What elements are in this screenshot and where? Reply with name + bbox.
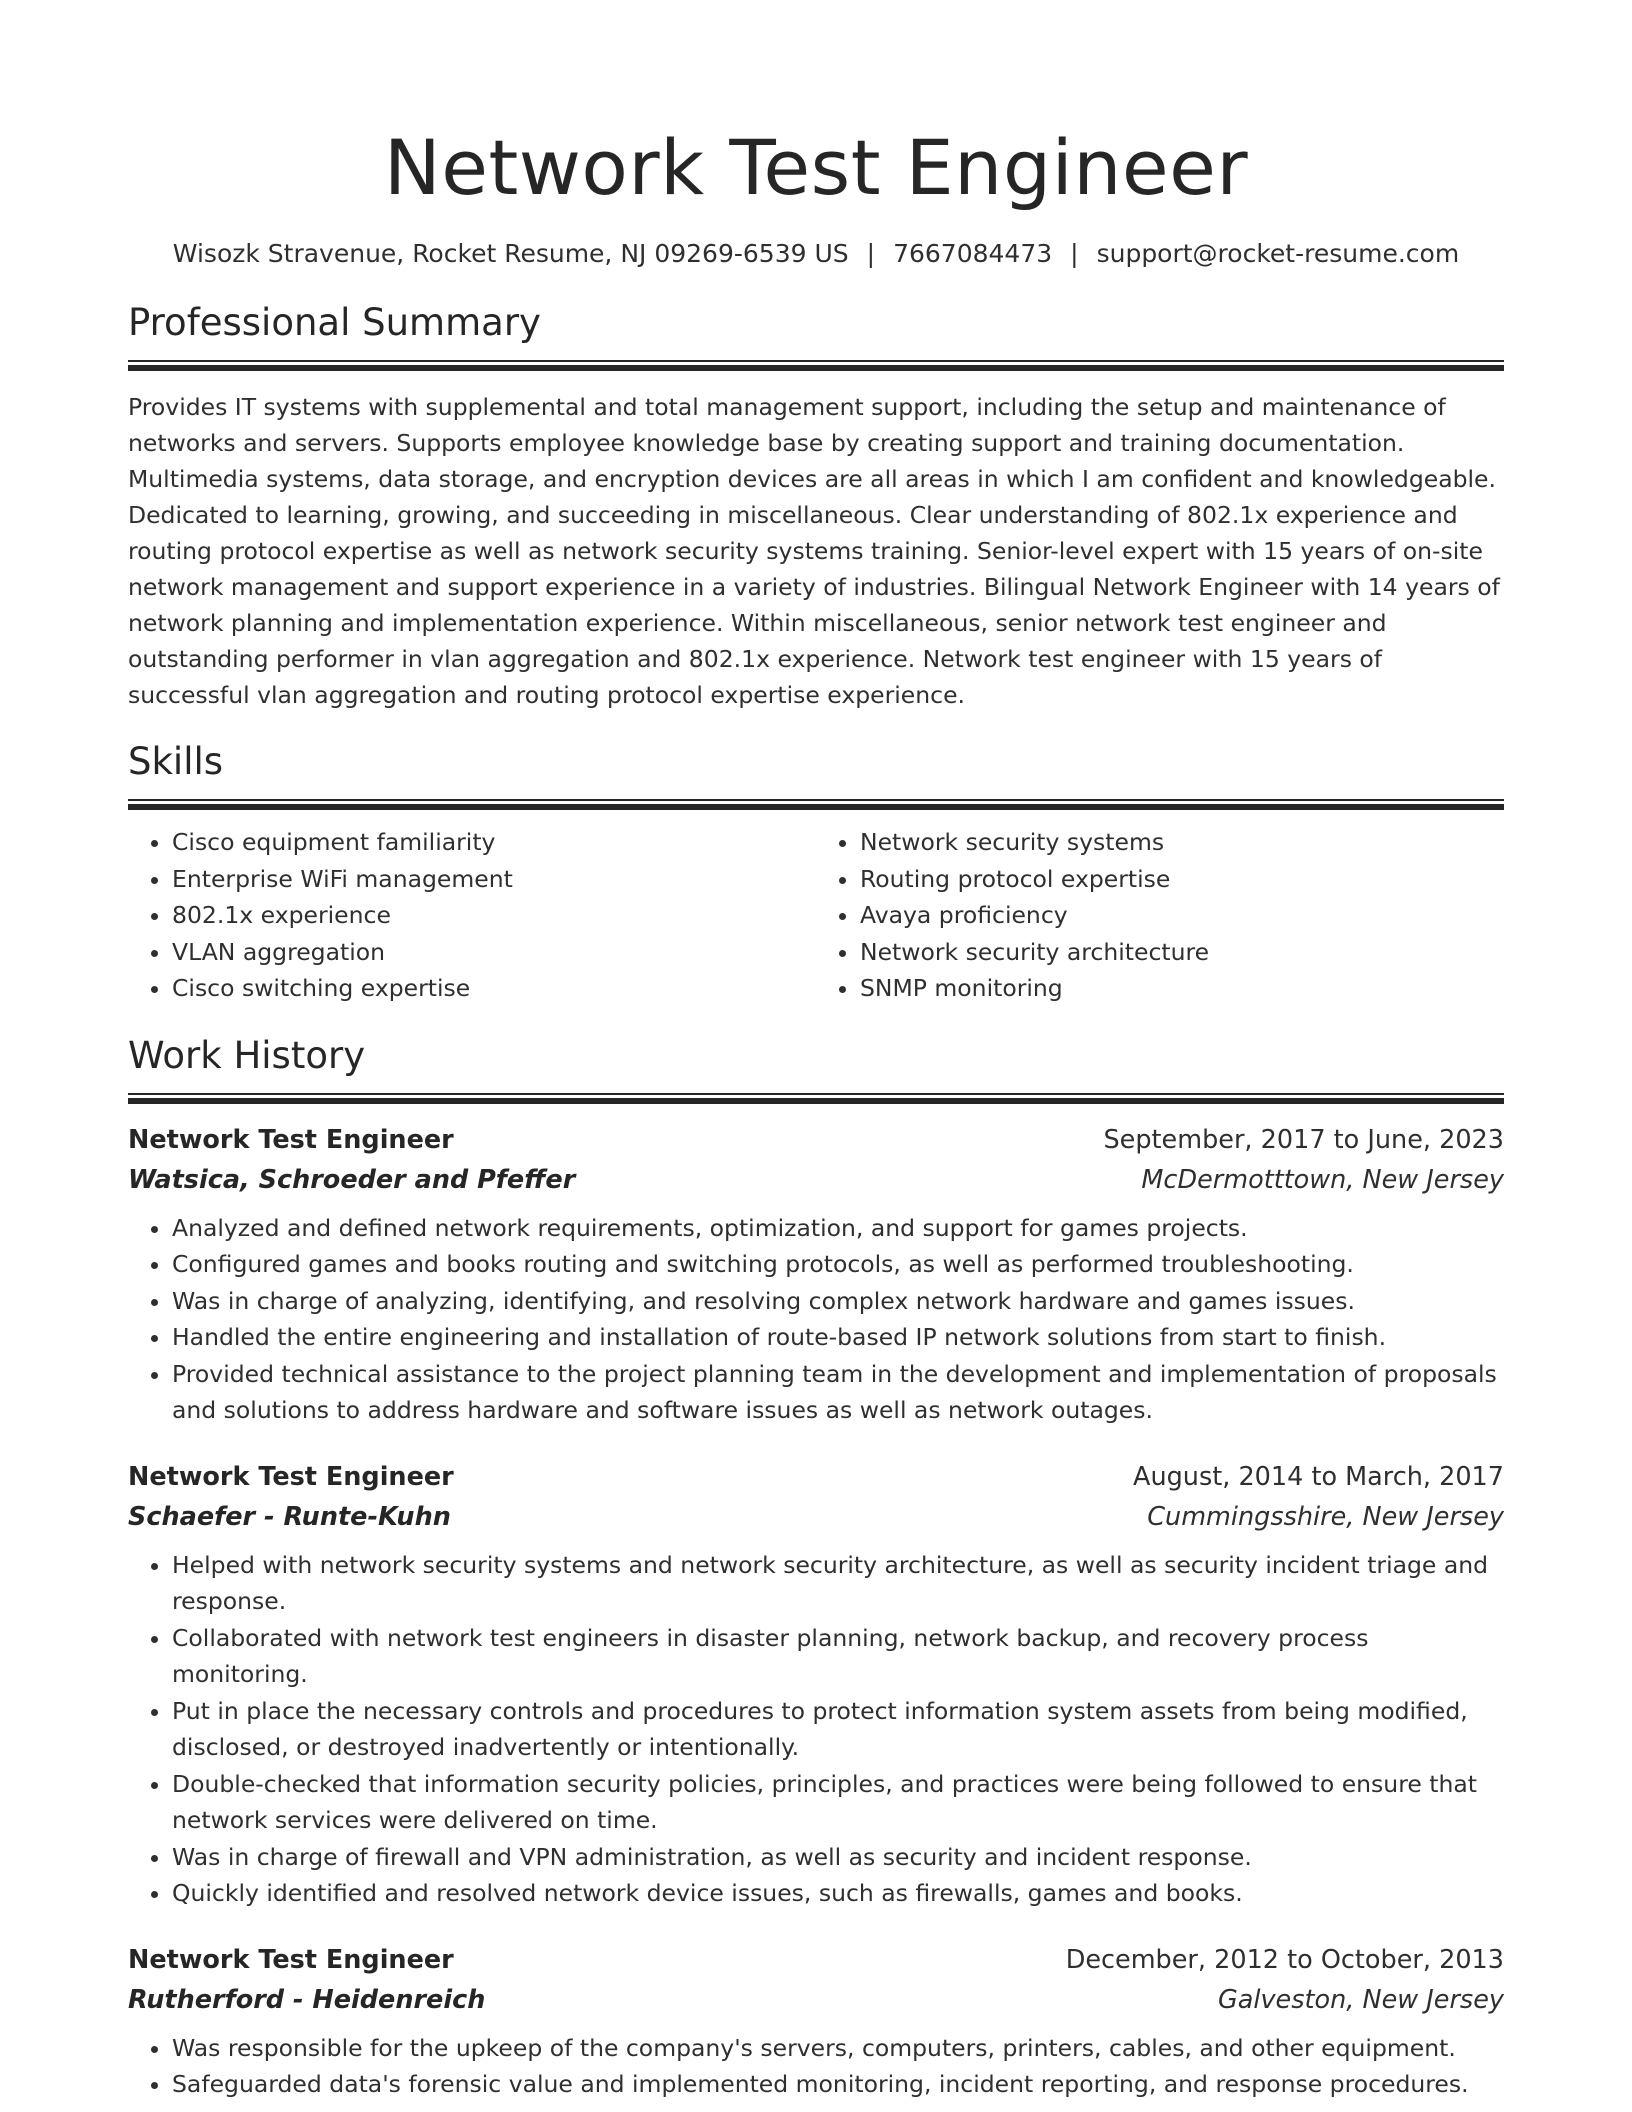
job-bullet: • Put in place the necessary controls and procedures to protect information system assets from being modified, disclosed, or destroyed inadvertently or intentionally.: [172, 1693, 1504, 1766]
skills-heading: Skills: [128, 740, 224, 783]
job-dates: December, 2012 to October, 2013: [1065, 1944, 1504, 1975]
job-location: Galveston, New Jersey: [1218, 1984, 1504, 2015]
job-entry: [128, 1940, 1504, 2103]
work-history-heading: Work History: [128, 1033, 366, 1077]
contact-address: Wisozk Stravenue, Rocket Resume, NJ 09269-6539 US: [172, 239, 849, 268]
job-bullets: [128, 1547, 1504, 1912]
skill-item: • Cisco switching expertise: [172, 970, 816, 1007]
skill-item: • Enterprise WiFi management: [172, 861, 816, 898]
summary-section: [128, 300, 1504, 713]
job-header: [128, 1120, 1504, 1160]
job-header: [128, 1940, 1504, 1980]
job-dates: September, 2017 to June, 2023: [1103, 1124, 1504, 1155]
summary-text: Provides IT systems with supplemental and total management support, including the setup and maintenance of networks and servers. Supports employee knowledge base by creating support and training documentation. Multimedia systems, data storage, and encryption devices are all areas in which I am confident and knowledgeable. Dedicated to learning, growing, and succeeding in miscellaneous. Clear understanding of 802.1x experience and routing protocol expertise as well as network security systems training. Senior-level expert with 15 years of on-site network management and support experience in a variety of industries. Bilingual Network Engineer with 14 years of network planning and implementation experience. Within miscellaneous, senior network test engineer and outstanding performer in vlan aggregation and 802.1x experience. Network test engineer with 15 years of successful vlan aggregation and routing protocol expertise experience.: [128, 393, 1500, 709]
section-divider: [128, 360, 1504, 371]
contact-email: support@rocket-resume.com: [1096, 239, 1460, 268]
job-location: McDermotttown, New Jersey: [1141, 1164, 1504, 1195]
contact-phone: 7667084473: [893, 239, 1053, 268]
skill-item: • Routing protocol expertise: [860, 861, 1504, 898]
job-bullets: [128, 2030, 1504, 2103]
job-title: Network Test Engineer: [128, 1461, 454, 1492]
summary-heading: Professional Summary: [128, 301, 541, 344]
job-subheader: [128, 1980, 1504, 2020]
skill-item: • SNMP monitoring: [860, 970, 1504, 1007]
job-dates: August, 2014 to March, 2017: [1133, 1461, 1504, 1492]
job-bullet: • Was in charge of firewall and VPN administration, as well as security and incident response.: [172, 1839, 1504, 1876]
contact-separator: |: [1070, 239, 1079, 268]
job-bullet: • Provided technical assistance to the project planning team in the development and implementation of proposals and solutions to address hardware and software issues as well as network outages.: [172, 1356, 1504, 1429]
job-company: Schaefer - Runte-Kuhn: [128, 1501, 451, 1532]
skill-item: • Cisco equipment familiarity: [172, 824, 816, 861]
job-entry: [128, 1120, 1504, 1429]
job-company: Watsica, Schroeder and Pfeffer: [128, 1164, 576, 1195]
job-bullet: • Collaborated with network test engineers in disaster planning, network backup, and recovery process monitoring.: [172, 1620, 1504, 1693]
skill-item: • Network security systems: [860, 824, 1504, 861]
section-divider: [128, 799, 1504, 810]
skill-item: • VLAN aggregation: [172, 934, 816, 971]
skills-list-right: [816, 824, 1504, 1007]
job-bullet: • Safeguarded data's forensic value and implemented monitoring, incident reporting, and response procedures.: [172, 2066, 1504, 2103]
section-divider: [128, 1093, 1504, 1104]
skill-item: • Network security architecture: [860, 934, 1504, 971]
resume-name: Network Test Engineer: [383, 123, 1249, 212]
job-bullet: • Configured games and books routing and switching protocols, as well as performed troubleshooting.: [172, 1246, 1504, 1283]
job-bullets: [128, 1210, 1504, 1429]
job-location: Cummingsshire, New Jersey: [1147, 1501, 1504, 1532]
job-entry: [128, 1457, 1504, 1912]
work-history-section: [128, 1033, 1504, 2103]
job-bullet: • Was responsible for the upkeep of the company's servers, computers, printers, cables, and other equipment.: [172, 2030, 1504, 2067]
skill-item: • Avaya proficiency: [860, 897, 1504, 934]
skill-item: • 802.1x experience: [172, 897, 816, 934]
job-bullet: • Double-checked that information security policies, principles, and practices were being followed to ensure that network services were delivered on time.: [172, 1766, 1504, 1839]
skills-columns: [128, 824, 1504, 1007]
contact-line: [128, 238, 1504, 270]
job-title: Network Test Engineer: [128, 1124, 454, 1155]
contact-separator: |: [866, 239, 876, 268]
job-header: [128, 1457, 1504, 1497]
job-bullet: • Was in charge of analyzing, identifying, and resolving complex network hardware and games issues.: [172, 1283, 1504, 1320]
job-bullet: • Quickly identified and resolved network device issues, such as firewalls, games and books.: [172, 1875, 1504, 1912]
skills-list-left: [128, 824, 816, 1007]
job-bullet: • Analyzed and defined network requirements, optimization, and support for games projects.: [172, 1210, 1504, 1247]
resume-page: [128, 0, 1504, 2103]
job-company: Rutherford - Heidenreich: [128, 1984, 486, 2015]
skills-section: [128, 739, 1504, 1007]
job-bullet: • Helped with network security systems and network security architecture, as well as security incident triage and response.: [172, 1547, 1504, 1620]
job-bullet: • Handled the entire engineering and installation of route-based IP network solutions from start to finish.: [172, 1319, 1504, 1356]
job-subheader: [128, 1160, 1504, 1200]
job-title: Network Test Engineer: [128, 1944, 454, 1975]
job-subheader: [128, 1497, 1504, 1537]
